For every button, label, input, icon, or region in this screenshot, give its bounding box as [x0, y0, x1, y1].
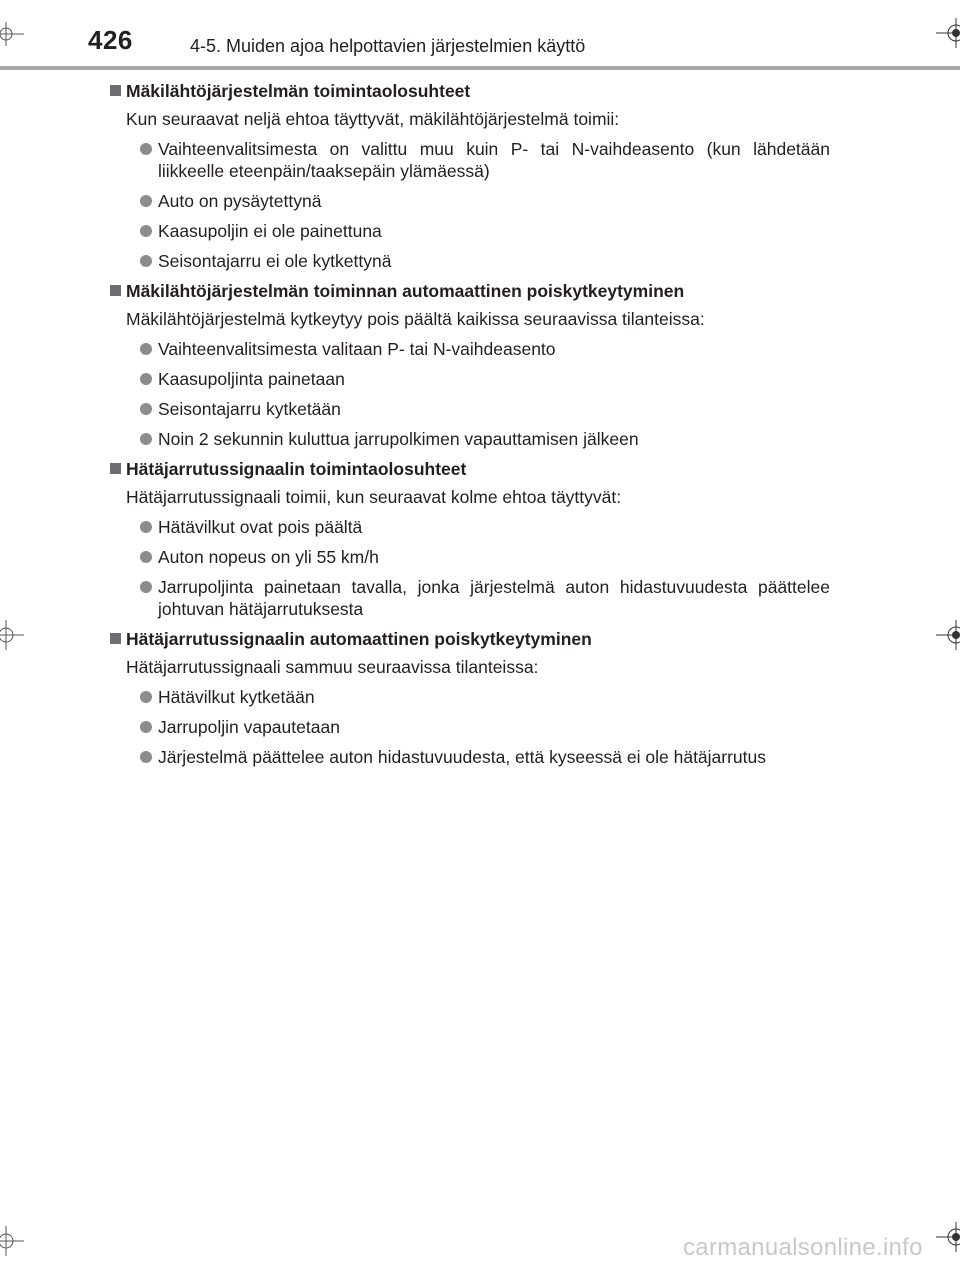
list-item: Vaihteenvalitsimesta on valittu muu kuin P- tai N-vaihdeasento (kun lähdetään liikkeelle eteenpäin/taaksepäin ylämäessä): [110, 138, 830, 182]
bullet-dot-icon: [140, 721, 152, 733]
square-bullet-icon: [110, 285, 121, 296]
crop-mark-icon: [0, 22, 24, 46]
section-intro: Kun seuraavat neljä ehtoa täyttyvät, mäkilähtöjärjestelmä toimii:: [126, 109, 620, 129]
square-bullet-icon: [110, 85, 121, 96]
square-bullet-icon: [110, 463, 121, 474]
section-emergency-brake-conditions: [110, 458, 830, 620]
section-hill-start-conditions: [110, 80, 830, 272]
list-item: Kaasupoljin ei ole painettuna: [110, 220, 830, 242]
bullet-dot-icon: [140, 225, 152, 237]
section-heading: Hätäjarrutussignaalin automaattinen poiskytkeytyminen: [110, 628, 830, 650]
watermark: carmanualsonline.info: [683, 1234, 923, 1261]
section-emergency-brake-auto-off: [110, 628, 830, 768]
bullet-dot-icon: [140, 343, 152, 355]
list-item: Seisontajarru kytketään: [110, 398, 830, 420]
bullet-dot-icon: [140, 433, 152, 445]
list-item: Jarrupoljinta painetaan tavalla, jonka järjestelmä auton hidastuvuudesta päättelee johtuvan hätäjarrutuksesta: [110, 576, 830, 620]
list-item: Järjestelmä päättelee auton hidastuvuudesta, että kyseessä ei ole hätäjarrutus: [110, 746, 830, 768]
list-item: Kaasupoljinta painetaan: [110, 368, 830, 390]
section-heading: Mäkilähtöjärjestelmän toiminnan automaattinen poiskytkeytyminen: [110, 280, 830, 302]
bullet-dot-icon: [140, 143, 152, 155]
section-intro: Hätäjarrutussignaali sammuu seuraavissa tilanteissa:: [126, 657, 539, 677]
registration-mark-icon: [936, 1222, 960, 1252]
page-number: 426: [88, 25, 133, 55]
registration-mark-icon: [936, 620, 960, 650]
section-intro: Hätäjarrutussignaali toimii, kun seuraavat kolme ehtoa täyttyvät:: [126, 487, 622, 507]
section-heading: Hätäjarrutussignaalin toimintaolosuhteet: [110, 458, 830, 480]
bullet-dot-icon: [140, 255, 152, 267]
list-item: Hätävilkut kytketään: [110, 686, 830, 708]
bullet-dot-icon: [140, 521, 152, 533]
list-item: Jarrupoljin vapautetaan: [110, 716, 830, 738]
bullet-dot-icon: [140, 751, 152, 763]
chapter-title: 4-5. Muiden ajoa helpottavien järjestelmien käyttö: [190, 36, 586, 56]
registration-mark-icon: [936, 18, 960, 48]
bullet-dot-icon: [140, 403, 152, 415]
main-content: [110, 80, 830, 776]
list-item: Hätävilkut ovat pois päältä: [110, 516, 830, 538]
list-item: Vaihteenvalitsimesta valitaan P- tai N-vaihdeasento: [110, 338, 830, 360]
list-item: Auto on pysäytettynä: [110, 190, 830, 212]
list-item: Auton nopeus on yli 55 km/h: [110, 546, 830, 568]
bullet-dot-icon: [140, 551, 152, 563]
crop-mark-icon: [0, 620, 24, 650]
square-bullet-icon: [110, 633, 121, 644]
header-divider: [0, 66, 960, 70]
bullet-dot-icon: [140, 195, 152, 207]
bullet-dot-icon: [140, 373, 152, 385]
list-item: Noin 2 sekunnin kuluttua jarrupolkimen vapauttamisen jälkeen: [110, 428, 830, 450]
bullet-dot-icon: [140, 691, 152, 703]
section-hill-start-auto-off: [110, 280, 830, 450]
list-item: Seisontajarru ei ole kytkettynä: [110, 250, 830, 272]
crop-mark-icon: [0, 1226, 24, 1256]
bullet-dot-icon: [140, 581, 152, 593]
section-intro: Mäkilähtöjärjestelmä kytkeytyy pois päältä kaikissa seuraavissa tilanteissa:: [126, 309, 705, 329]
section-heading: Mäkilähtöjärjestelmän toimintaolosuhteet: [110, 80, 830, 102]
